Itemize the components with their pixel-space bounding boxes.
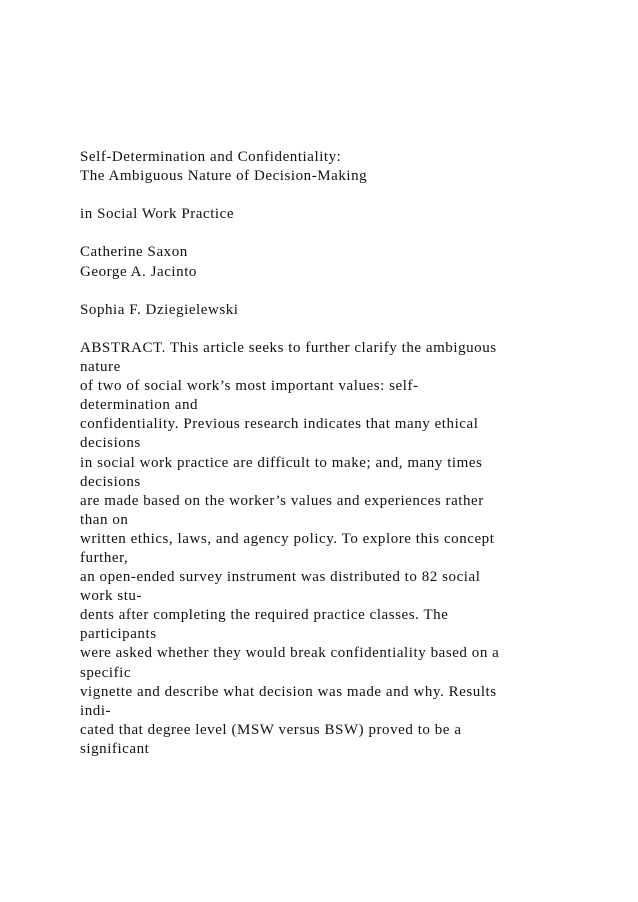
abstract-line: are made based on the worker’s values and experiences rather xyxy=(80,492,484,509)
abstract-line: decisions xyxy=(80,473,141,490)
abstract-line: decisions xyxy=(80,435,141,452)
title-line-3: in Social Work Practice xyxy=(80,206,235,223)
abstract-line: nature xyxy=(80,359,121,376)
abstract-line: in social work practice are difficult to make; and, many times xyxy=(80,454,483,471)
abstract-line: written ethics, laws, and agency policy. To explore this concept xyxy=(80,530,495,547)
author-2: George A. Jacinto xyxy=(80,263,197,280)
blank-line xyxy=(80,282,600,301)
abstract-line: indi- xyxy=(80,702,112,719)
abstract-line: an open-ended survey instrument was distributed to 82 social xyxy=(80,569,481,586)
blank-line xyxy=(80,320,600,339)
abstract-line: were asked whether they would break confidentiality based on a xyxy=(80,645,500,662)
blank-line xyxy=(80,224,600,243)
abstract-line: participants xyxy=(80,626,157,643)
abstract-line: confidentiality. Previous research indicates that many ethical xyxy=(80,416,479,433)
title-line-1: Self-Determination and Confidentiality: xyxy=(80,149,342,165)
abstract-line: significant xyxy=(80,740,150,757)
abstract-line: cated that degree level (MSW versus BSW) proved to be a xyxy=(80,721,462,738)
author-3: Sophia F. Dziegielewski xyxy=(80,301,239,318)
abstract-line: specific xyxy=(80,664,132,681)
abstract-line: dents after completing the required practice classes. The xyxy=(80,607,449,624)
abstract-line: work stu- xyxy=(80,588,143,605)
title-line-2: The Ambiguous Nature of Decision-Making xyxy=(80,168,368,185)
blank-line xyxy=(80,186,600,205)
document-text xyxy=(80,148,600,759)
abstract-line: vignette and describe what decision was made and why. Results xyxy=(80,683,497,700)
author-1: Catherine Saxon xyxy=(80,244,188,261)
abstract-line: than on xyxy=(80,511,129,528)
abstract-line: ABSTRACT. This article seeks to further clarify the ambiguous xyxy=(80,339,497,356)
abstract-line: determination and xyxy=(80,397,199,414)
abstract-line: further, xyxy=(80,549,129,566)
abstract-line: of two of social work’s most important values: self- xyxy=(80,378,419,395)
